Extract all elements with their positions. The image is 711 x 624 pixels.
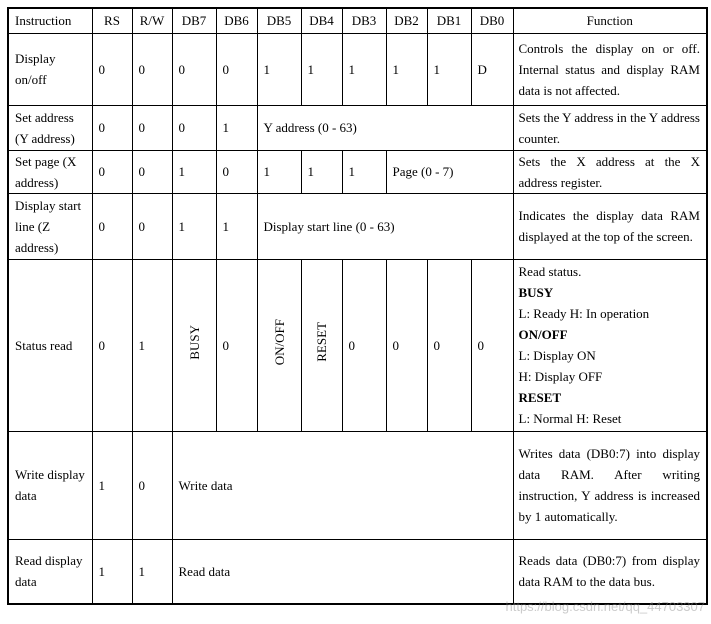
header-db7: DB7: [172, 8, 216, 33]
db7-cell: [172, 259, 216, 431]
instruction-cell: Set page (X address): [8, 150, 92, 193]
db7-cell: 0: [172, 33, 216, 105]
rw-cell: 0: [132, 150, 172, 193]
db6-cell: 0: [216, 33, 257, 105]
rs-cell: 0: [92, 33, 132, 105]
db3-cell: 1: [342, 150, 386, 193]
db1-cell: 0: [427, 259, 471, 431]
status-line: L: Ready H: In operation: [518, 306, 650, 321]
rs-cell: 0: [92, 193, 132, 259]
rw-cell: 0: [132, 431, 172, 539]
rs-cell: 0: [92, 259, 132, 431]
header-db2: DB2: [386, 8, 427, 33]
rs-cell: 0: [92, 150, 132, 193]
header-row: [8, 8, 707, 33]
header-db5: DB5: [257, 8, 301, 33]
rw-cell: 1: [132, 539, 172, 604]
db4-cell: 1: [301, 33, 342, 105]
db5-cell: 1: [257, 150, 301, 193]
function-cell: Indicates the display data RAM displayed at the top of the screen.: [513, 193, 707, 259]
row-read-display-data: [8, 539, 707, 604]
header-db1: DB1: [427, 8, 471, 33]
instruction-cell: Status read: [8, 259, 92, 431]
db4-cell: 1: [301, 150, 342, 193]
db2-cell: 0: [386, 259, 427, 431]
page-span-cell: Page (0 - 7): [386, 150, 513, 193]
header-rs: RS: [92, 8, 132, 33]
instruction-table: [7, 7, 708, 605]
rw-cell: 0: [132, 105, 172, 150]
rw-cell: 0: [132, 33, 172, 105]
header-db6: DB6: [216, 8, 257, 33]
rs-cell: 1: [92, 431, 132, 539]
db7-cell: 0: [172, 105, 216, 150]
header-db0: DB0: [471, 8, 513, 33]
read-data-span-cell: Read data: [172, 539, 513, 604]
reset-vertical-label: RESET: [314, 322, 329, 362]
header-instruction: Instruction: [8, 8, 92, 33]
busy-vertical-label: BUSY: [186, 324, 202, 360]
instruction-table-container: [7, 7, 708, 605]
instruction-cell: Write display data: [8, 431, 92, 539]
header-db4: DB4: [301, 8, 342, 33]
function-cell: Sets the Y address in the Y address counter.: [513, 105, 707, 150]
header-function: Function: [513, 8, 707, 33]
function-cell: Writes data (DB0:7) into display data RAM. After writing instruction, Y address is increased by 1 automatically.: [513, 431, 707, 539]
function-cell: [513, 259, 707, 431]
reset-heading: RESET: [518, 390, 562, 405]
y-address-span-cell: Y address (0 - 63): [257, 105, 513, 150]
row-status-read: [8, 259, 707, 431]
row-display-start-line: [8, 193, 707, 259]
db4-cell: [301, 259, 342, 431]
function-cell: Sets the X address at the X address register.: [513, 150, 707, 193]
rw-cell: 0: [132, 193, 172, 259]
row-set-page: [8, 150, 707, 193]
rs-cell: 0: [92, 105, 132, 150]
row-set-address: [8, 105, 707, 150]
function-cell: Controls the display on or off. Internal status and display RAM data is not affected.: [513, 33, 707, 105]
instruction-cell: Read display data: [8, 539, 92, 604]
rs-cell: 1: [92, 539, 132, 604]
status-line: L: Display ON: [518, 348, 596, 363]
db7-cell: 1: [172, 193, 216, 259]
start-line-span-cell: Display start line (0 - 63): [257, 193, 513, 259]
row-write-display-data: [8, 431, 707, 539]
rw-cell: 1: [132, 259, 172, 431]
db3-cell: 0: [342, 259, 386, 431]
db5-cell: [257, 259, 301, 431]
db6-cell: 0: [216, 150, 257, 193]
onoff-heading: ON/OFF: [518, 327, 568, 342]
status-line: H: Display OFF: [518, 369, 603, 384]
db7-cell: 1: [172, 150, 216, 193]
db6-cell: 0: [216, 259, 257, 431]
busy-heading: BUSY: [518, 285, 554, 300]
db6-cell: 1: [216, 105, 257, 150]
header-db3: DB3: [342, 8, 386, 33]
db3-cell: 1: [342, 33, 386, 105]
db2-cell: 1: [386, 33, 427, 105]
row-display-onoff: [8, 33, 707, 105]
db6-cell: 1: [216, 193, 257, 259]
instruction-cell: Display start line (Z address): [8, 193, 92, 259]
watermark: https://blog.csdn.net/qq_44703307: [505, 599, 705, 614]
instruction-cell: Display on/off: [8, 33, 92, 105]
db0-cell: D: [471, 33, 513, 105]
db0-cell: 0: [471, 259, 513, 431]
db5-cell: 1: [257, 33, 301, 105]
onoff-vertical-label: ON/OFF: [271, 318, 287, 366]
instruction-cell: Set address (Y address): [8, 105, 92, 150]
write-data-span-cell: Write data: [172, 431, 513, 539]
function-cell: Reads data (DB0:7) from display data RAM to the data bus.: [513, 539, 707, 604]
db1-cell: 1: [427, 33, 471, 105]
status-line: Read status.: [518, 264, 582, 279]
status-line: L: Normal H: Reset: [518, 411, 622, 426]
header-rw: R/W: [132, 8, 172, 33]
